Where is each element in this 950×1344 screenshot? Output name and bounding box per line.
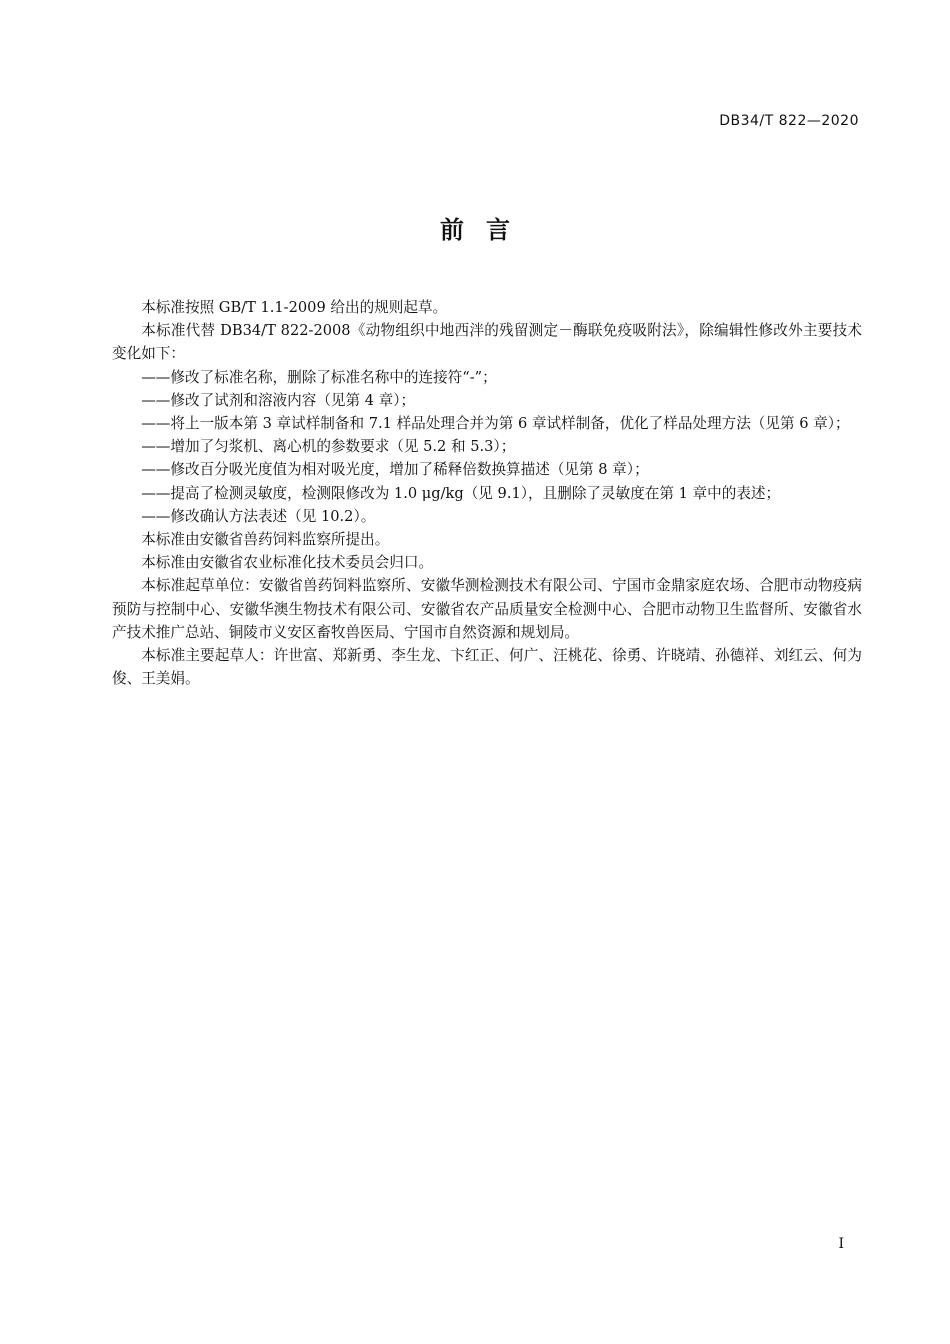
standard-code: DB34/T 822—2020 [719, 113, 859, 129]
paragraph-centralized-by: 本标准由安徽省农业标准化技术委员会归口。 [141, 554, 434, 572]
page-title: 前言 [440, 216, 532, 244]
change-item: ——增加了匀浆机、离心机的参数要求（见 5.2 和 5.3）； [141, 438, 516, 456]
paragraph-drafting-units: 本标准起草单位：安徽省兽药饲料监察所、安徽华测检测技术有限公司、宁国市金鼎家庭农场、合肥市动物疫病预防与控制中心、安徽华澳生物技术有限公司、安徽省农产品质量安全检测中心、合肥市动物卫生监督所、安徽省水产技术推广总站、铜陵市义安区畜牧兽医局、宁国市自然资源和规划局。 [112, 577, 862, 641]
change-item: ——修改了试剂和溶液内容（见第 4 章）； [141, 391, 416, 409]
change-item: ——将上一版本第 3 章试样制备和 7.1 样品处理合并为第 6 章试样制备，优化了样品处理方法（见第 6 章）； [141, 415, 850, 433]
paragraph-proposed-by: 本标准由安徽省兽药饲料监察所提出。 [141, 531, 390, 549]
change-item: ——修改了标准名称，删除了标准名称中的连接符“-”； [141, 368, 497, 386]
paragraph-replaces: 本标准代替 DB34/T 822-2008《动物组织中地西泮的残留测定－酶联免疫吸附法》，除编辑性修改外主要技术变化如下： [112, 322, 862, 363]
change-item: ——修改确认方法表述（见 10.2）。 [141, 507, 376, 525]
paragraph-drafters: 本标准主要起草人：许世富、郑新勇、李生龙、卞红正、何广、汪桃花、徐勇、许晓靖、孙德祥、刘红云、何为俊、王美娟。 [112, 647, 862, 688]
change-item: ——修改百分吸光度值为相对吸光度，增加了稀释倍数换算描述（见第 8 章）； [141, 461, 649, 479]
document-body [112, 296, 862, 690]
change-item: ——提高了检测灵敏度，检测限修改为 1.0 μg/kg（见 9.1），且删除了灵敏度在第 1 章中的表述； [141, 484, 781, 502]
page-number: I [838, 1236, 844, 1252]
paragraph-drafting-rules: 本标准按照 GB/T 1.1-2009 给出的规则起草。 [141, 299, 448, 316]
